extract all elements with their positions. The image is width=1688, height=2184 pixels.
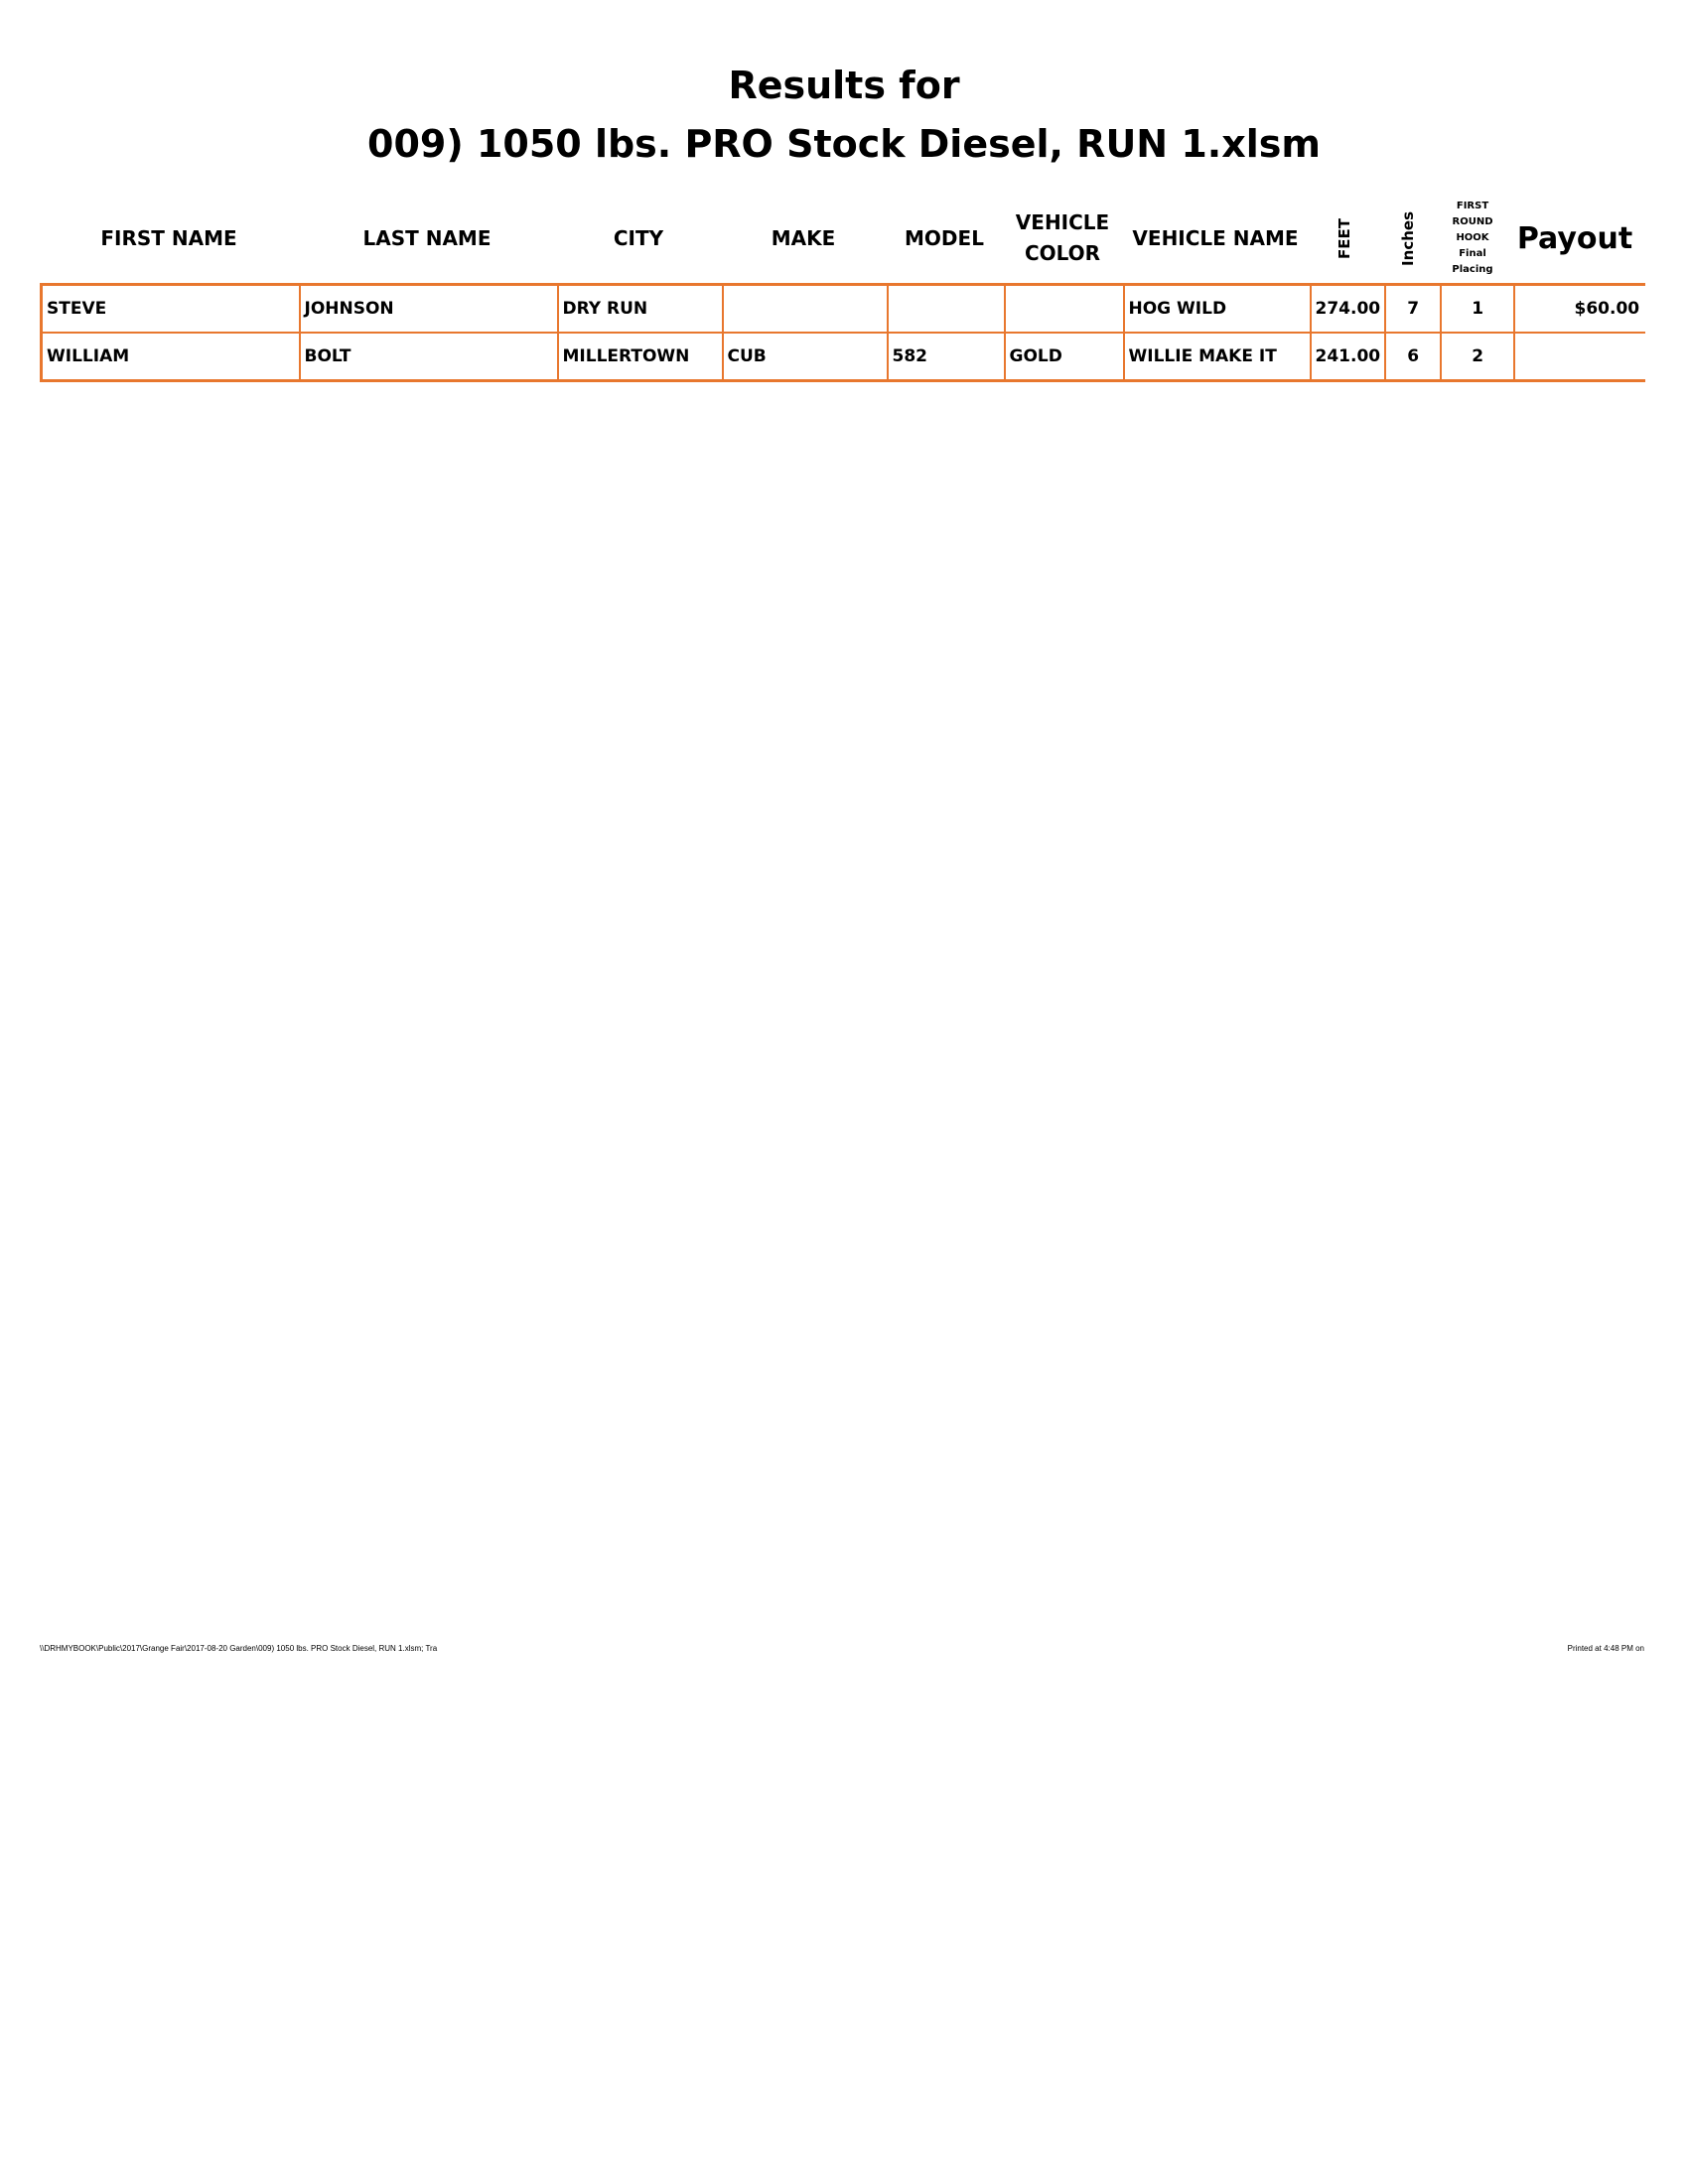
col-header-city: CITY [613,226,664,250]
cell-make: CUB [723,333,888,381]
col-header-placing-line-1: FIRST [1456,201,1489,211]
cell-last-name: JOHNSON [300,285,558,334]
cell-vehicle-name: HOG WILD [1124,285,1311,334]
cell-last-name: BOLT [300,333,558,381]
cell-make [723,285,888,334]
results-table [40,283,1645,382]
cell-vehicle-name: WILLIE MAKE IT [1124,333,1311,381]
cell-model [888,285,1005,334]
cell-inches: 6 [1385,333,1441,381]
col-header-model: MODEL [905,226,984,250]
cell-payout [1514,333,1645,381]
page-title-line-2: 009) 1050 lbs. PRO Stock Diesel, RUN 1.xlsm [367,122,1321,166]
col-header-vehicle-name: VEHICLE NAME [1132,226,1299,250]
cell-inches: 7 [1385,285,1441,334]
cell-vehicle-color: GOLD [1005,333,1124,381]
col-header-placing-line-5: Placing [1452,264,1493,275]
cell-first-name: STEVE [42,285,300,334]
cell-payout: $60.00 [1514,285,1645,334]
cell-first-name: WILLIAM [42,333,300,381]
col-header-placing-line-4: Final [1459,248,1486,259]
table-header [40,199,1640,278]
col-header-payout: Payout [1516,220,1633,256]
col-header-feet [1309,199,1380,278]
col-header-first-name: FIRST NAME [100,226,237,250]
col-header-placing-line-2: ROUND [1452,216,1493,227]
col-header-inches-label: Inches [1399,210,1417,266]
cell-city: DRY RUN [558,285,723,334]
cell-placing: 2 [1441,333,1514,381]
cell-vehicle-color [1005,285,1124,334]
col-header-vehicle-color-line-2: COLOR [1024,241,1101,265]
col-header-vehicle-color-line-1: VEHICLE [1015,210,1110,234]
cell-city: MILLERTOWN [558,333,723,381]
col-header-placing-line-3: HOOK [1456,232,1489,243]
col-header-last-name: LAST NAME [362,226,492,250]
cell-placing: 1 [1441,285,1514,334]
cell-model: 582 [888,333,1005,381]
col-header-vehicle-color [1003,199,1122,278]
col-header-inches [1380,199,1436,278]
col-header-placing [1436,199,1509,278]
footer-printed-at: Printed at 4:48 PM on [1567,1644,1644,1653]
footer-file-path: \\DRHMYBOOK\Public\2017\Grange Fair\2017-08-20 Garden\009) 1050 lbs. PRO Stock Diesel, RUN 1.xlsm; Tra [40,1644,438,1653]
page-title-line-1: Results for [728,64,960,107]
cell-feet: 274.00 [1311,285,1386,334]
cell-feet: 241.00 [1311,333,1386,381]
table-row [42,333,1646,381]
col-header-feet-label: FEET [1336,217,1353,259]
table-row [42,285,1646,334]
col-header-make: MAKE [771,226,836,250]
